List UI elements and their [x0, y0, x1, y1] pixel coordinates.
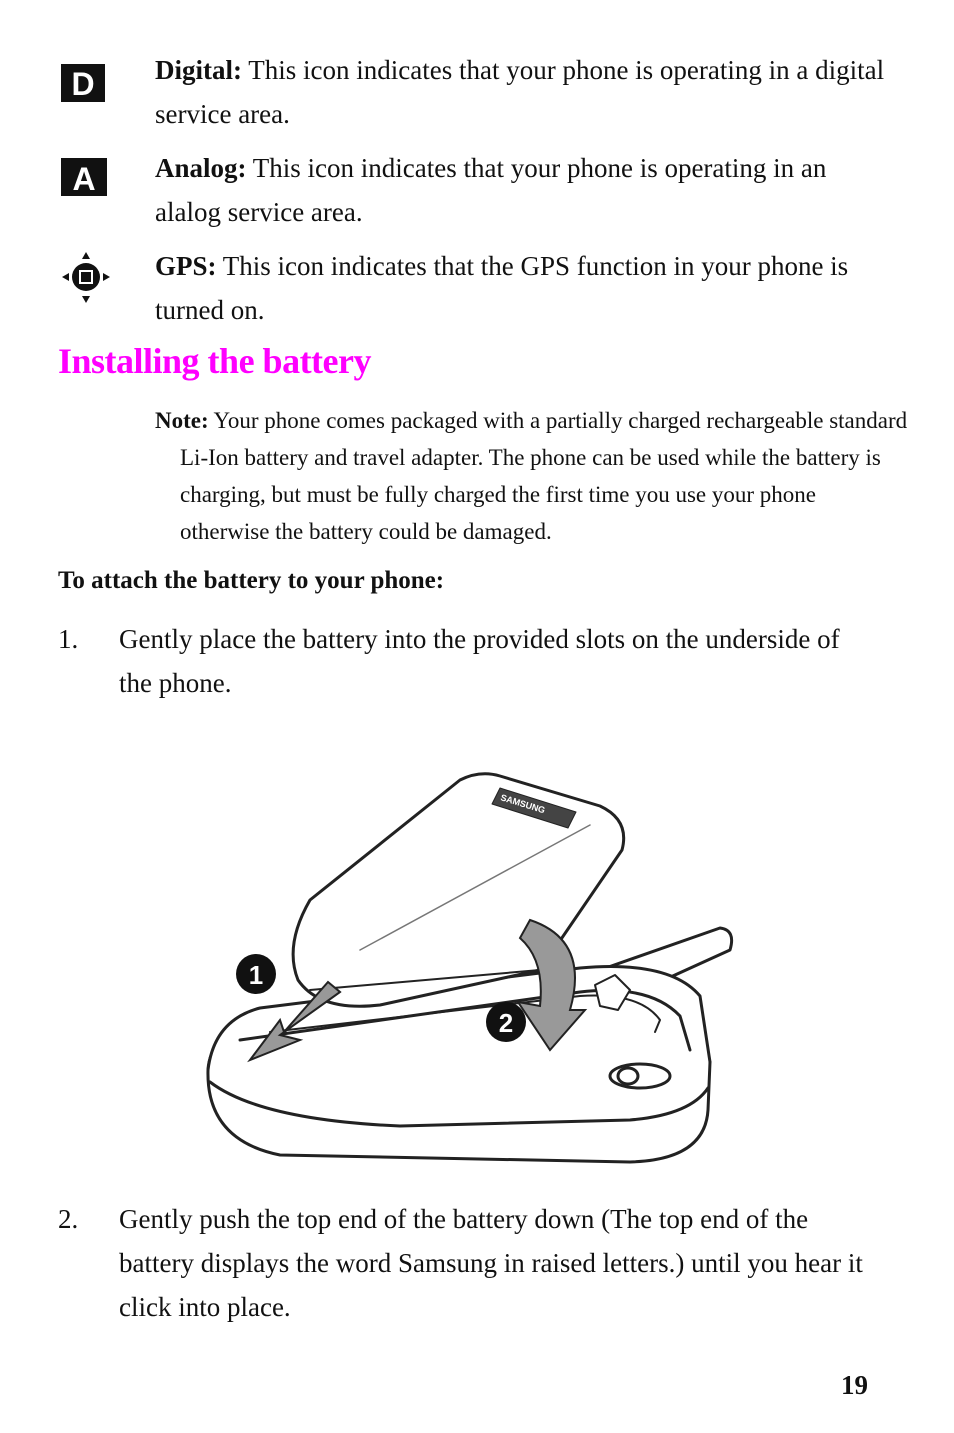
battery-illustration: [200, 770, 740, 1175]
digital-label: Digital:: [155, 55, 242, 85]
procedure-heading: To attach the battery to your phone:: [58, 567, 445, 594]
svg-text:2: 2: [498, 1008, 514, 1038]
svg-text:D: D: [71, 66, 95, 102]
svg-text:1: 1: [248, 960, 264, 990]
section-title: Installing the battery: [58, 341, 371, 381]
gps-text: This icon indicates that the GPS function in your phone is turned on.: [155, 251, 849, 325]
step-2: [58, 1197, 878, 1329]
digital-text: This icon indicates that your phone is operating in a digital service area.: [155, 55, 885, 129]
analog-icon: [60, 156, 108, 203]
callout-2: [486, 1002, 526, 1042]
step-number: 2.: [58, 1204, 79, 1234]
digital-icon: [60, 62, 106, 109]
step-text: Gently push the top end of the battery down (The top end of the battery displays the word Samsung in raised letters.) until you hear it click into place.: [119, 1204, 863, 1322]
gps-icon: [60, 250, 112, 311]
note-label: Note:: [155, 408, 209, 433]
step-text: Gently place the battery into the provided slots on the underside of the phone.: [119, 624, 840, 698]
callout-1: [236, 954, 276, 994]
analog-label: Analog:: [155, 153, 247, 183]
gps-label: GPS:: [155, 251, 217, 281]
gps-description: [155, 244, 885, 332]
page-number: 19: [841, 1370, 868, 1400]
analog-description: [155, 146, 885, 234]
note-block: [155, 402, 910, 550]
digital-description: [155, 48, 885, 136]
step-1: [58, 617, 878, 705]
note-text: Your phone comes packaged with a partially charged rechargeable standard Li-Ion battery and travel adapter. The phone can be used while the battery is charging, but must be fully charged the first time you use your phone otherwise the battery could be damaged.: [180, 408, 908, 544]
svg-text:A: A: [72, 161, 96, 197]
battery-brand-text: SAMSUNG: [499, 792, 547, 816]
step-number: 1.: [58, 624, 79, 654]
analog-text: This icon indicates that your phone is operating in an alalog service area.: [155, 153, 827, 227]
